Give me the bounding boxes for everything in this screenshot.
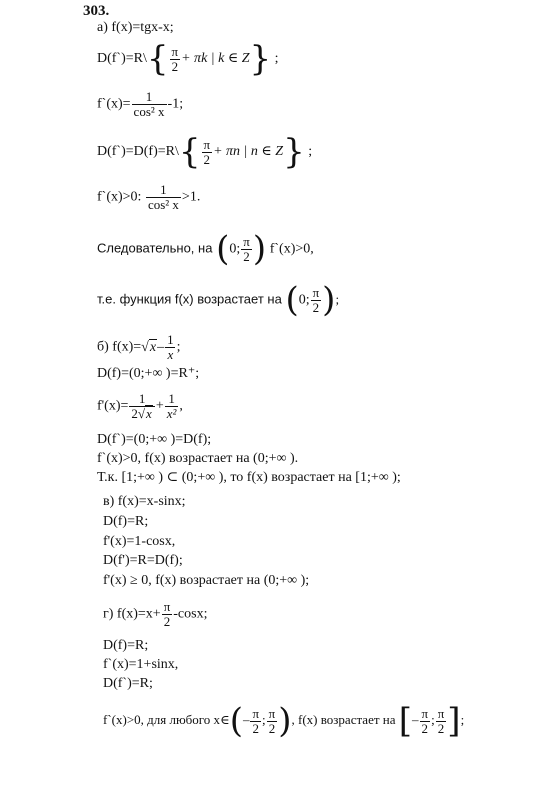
final-suffix: ;	[460, 711, 465, 727]
fraction-numerator: π	[243, 233, 250, 249]
part-a-inequality	[97, 183, 200, 212]
right-paren: )	[322, 280, 336, 320]
part-v-derivative: f'(x)=1-cosx,	[103, 534, 176, 549]
fraction-denominator: x²	[166, 406, 177, 421]
part-v-domain: D(f)=R;	[103, 514, 149, 529]
right-paren: )	[278, 701, 292, 741]
fraction-denominator: cos² x	[133, 104, 165, 119]
fraction-numerator: 1	[160, 182, 167, 197]
right-brace: }	[283, 132, 305, 172]
fraction-denominator: 2	[252, 720, 259, 736]
conclusion-prefix: Следовательно, на	[97, 240, 213, 256]
fraction-numerator: π	[437, 705, 445, 721]
part-b-subset: Т.к. [1;+∞ ) ⊂ (0;+∞ ), то f(x) возрастает на [1;+∞ );	[97, 470, 401, 485]
fraction-denominator: 2	[437, 720, 445, 736]
derivative-suffix: ,	[179, 398, 183, 414]
domain-prefix: D(f`)=R\	[97, 51, 147, 67]
fraction-denominator: 2	[421, 720, 429, 736]
part-g-domain: D(f)=R;	[103, 638, 149, 653]
fraction-numerator: π	[203, 136, 211, 152]
part-b-domain-derivative: D(f`)=(0;+∞ )=D(f);	[97, 432, 212, 447]
part-v-function: в) f(x)=x-sinx;	[103, 494, 186, 509]
right-bracket: ]	[447, 701, 461, 741]
fraction-numerator: π	[163, 599, 171, 614]
part-a-derivative	[97, 90, 183, 119]
left-paren: (	[216, 229, 230, 269]
domain-set-rest: + πk | k ∈ Z	[181, 51, 250, 67]
right-brace: }	[249, 39, 272, 79]
fraction-numerator: 1	[167, 332, 174, 347]
denominator-coefficient: 2	[131, 406, 138, 421]
fraction-numerator: 1	[168, 391, 175, 406]
fraction-numerator: π	[421, 705, 429, 721]
derivative-prefix: f'(x)=	[97, 398, 129, 414]
part-g-domain-derivative: D(f`)=R;	[103, 676, 153, 691]
final-prefix: f`(x)>0, для любого x∈	[103, 711, 230, 727]
derivative-prefix: f`(x)=	[97, 96, 131, 112]
part-a-domain-derivative: D(f`)=D(f)=R\{ $\frac{\pi}{2}$ + πn | n ∈ Z} ;	[97, 132, 313, 172]
fraction-denominator: x	[167, 347, 174, 362]
minus-sign: –	[157, 339, 165, 355]
fraction-denominator: 2	[163, 614, 171, 629]
fraction-numerator: π	[171, 43, 179, 59]
inequality-suffix: >1.	[181, 189, 201, 205]
function-prefix: б) f(x)=	[97, 339, 142, 355]
derivative-suffix: -1;	[167, 96, 184, 112]
part-a-conclusion	[97, 229, 314, 269]
problem-number: 303.	[83, 3, 110, 19]
part-b-domain: D(f)=(0;+∞ )=R⁺;	[97, 366, 200, 381]
domain2-prefix: D(f`)=D(f)=R\	[97, 144, 179, 160]
fraction-numerator: π	[252, 705, 260, 721]
part-a-domain: D(f`)=R\{ $\frac{\pi}{2}$ + πk | k ∈ Z} ;	[97, 39, 279, 79]
part-b-increasing: f`(x)>0, f(x) возрастает на (0;+∞ ).	[97, 451, 299, 466]
fraction-denominator: 2	[203, 151, 211, 167]
interval-start: 0;	[229, 241, 241, 257]
interval-start: 0;	[298, 292, 310, 308]
te-prefix: т.е. функция f(x) возрастает на	[97, 291, 282, 307]
left-paren: (	[229, 701, 243, 741]
part-a-function: а) f(x)=tgx-x;	[97, 20, 174, 35]
right-paren: )	[252, 229, 267, 269]
part-b-derivative: f'(x)= $\frac{1}{2√x}$ + $\frac{1}{\text{x²}}$ ,	[97, 391, 183, 421]
left-brace: {	[146, 39, 169, 79]
part-g-final: f`(x)>0, для любого x∈(– $\frac{\pi}{2}$ ; $\frac{\pi}{2}$ ), f(x) возрастает на [– $\frac{\pi}{2}$ ; $\frac{\pi}{2}$ ];	[103, 701, 465, 741]
fraction-numerator: 1	[145, 89, 153, 104]
left-bracket: [	[398, 701, 413, 741]
domain2-set-rest: + πn | n ∈ Z	[213, 144, 284, 160]
fraction-numerator: π	[312, 284, 320, 300]
part-g-derivative: f`(x)=1+sinx,	[103, 657, 179, 672]
inequality-prefix: f`(x)>0:	[97, 189, 142, 205]
radicand: x	[149, 339, 157, 355]
part-a-te: т.е. функция f(x) возрастает на (0; $\frac{\pi}{2}$ );	[97, 280, 340, 320]
part-b-function: б) f(x)=√x– $\frac{1}{x}$ ;	[97, 332, 181, 362]
left-brace: {	[178, 132, 201, 172]
fraction-denominator: cos² x	[147, 197, 179, 212]
function-prefix: г) f(x)=x+	[103, 606, 161, 622]
radicand: x	[146, 406, 152, 421]
fraction-numerator: 1	[138, 391, 146, 406]
fraction-numerator: π	[268, 705, 276, 721]
fraction-denominator: 2	[171, 58, 179, 74]
fraction-denominator: 2	[243, 248, 250, 264]
final-middle: , f(x) возрастает на	[291, 711, 396, 727]
fraction-denominator: 2	[268, 720, 276, 736]
left-paren: (	[285, 280, 299, 320]
part-g-function	[103, 600, 207, 629]
fraction-denominator: 2	[312, 299, 320, 315]
part-v-increasing: f'(x) ≥ 0, f(x) возрастает на (0;+∞ );	[103, 573, 310, 588]
part-v-domain-derivative: D(f')=R=D(f);	[103, 553, 183, 568]
function-suffix: -cosx;	[173, 606, 208, 622]
conclusion-suffix: f`(x)>0,	[269, 241, 314, 257]
sqrt-symbol: √x	[141, 339, 157, 355]
